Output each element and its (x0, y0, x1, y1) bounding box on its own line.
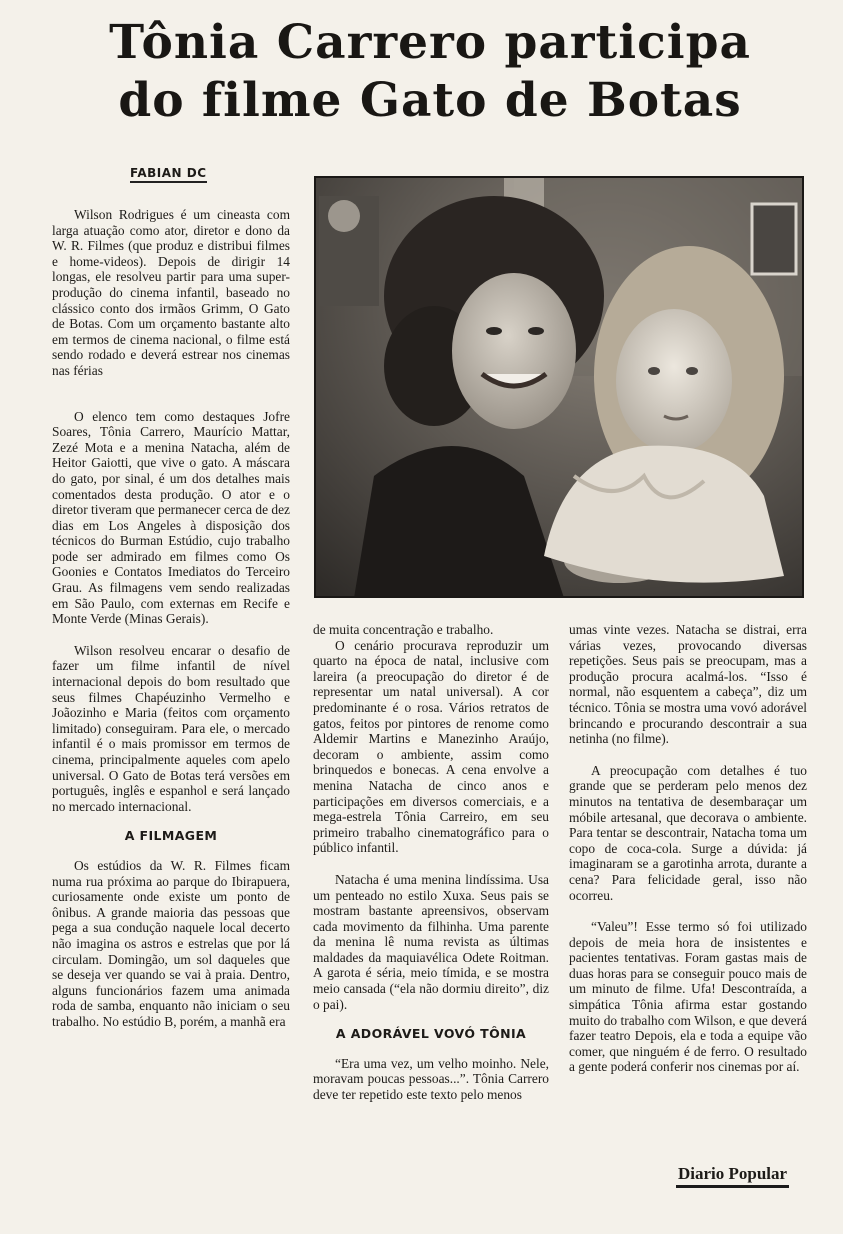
paragraph: Wilson Rodrigues é um cineasta com larga atuação como ator, diretor e dono da W. R. Filmes (que produz e distribui filmes e home-videos). Depois de dirigir 14 longas, ele resolveu partir para uma super-produção do cinema infantil, baseado no clássico conto dos irmãos Grimm, O Gato de Botas. Com um orçamento bastante alto em termos de cinema nacional, o filme está sendo rodado e deverá estrear nos cinemas nas férias (52, 207, 290, 378)
headline-line-2: do filme Gato de Botas (118, 73, 742, 128)
paragraph: Os estúdios da W. R. Filmes ficam numa rua próxima ao parque do Ibirapuera, curiosamente onde existe um ponto de ônibus. A grande maioria das pessoas que pega a sua condução naquele local decerto não imagina os astros e estrelas que por lá circulam. Domingão, um sol daqueles que se deseja ver quando se vai à praia. Dentro, alguns funcionários fazem uma animada roda de samba, enquanto não iniciam o seu trabalho. No estúdio B, porém, a manhã era (52, 857, 290, 1029)
paragraph: Natacha é uma menina lindíssima. Usa um penteado no estilo Xuxa. Seus pais se mostram bastante apreensivos, observam cada movimento da filhinha. Uma parente da menina lê numa revista as últimas maldades da maquiavélica Odete Roitman. A garota é séria, meio tímida, e se mostra meio cansada (“ela não dormiu direito”, diz o pai). (313, 871, 549, 1012)
paragraph: Wilson resolveu encarar o desafio de fazer um filme infantil de nível internacional depois do bom resultado que seus filmes Chapéuzinho Vermelho e Joãozinho e Maria (feitos com orçamento limitado) conseguiram. Para ele, o mercado infantil é o mais promissor em termos de cinema, principalmente aqueles com apelo universal. O Gato de Botas terá versões em português, inglês e espanhol e será lançado no mercado internacional. (52, 642, 290, 814)
article-photo (314, 176, 804, 598)
paragraph: umas vinte vezes. Natacha se distrai, erra várias vezes, provocando diversas repetições. Seus pais se preocupam, mas a produção procura acalmá-los. “Isso é normal, não esquentem a cabeça”, diz um técnico. Tônia se mostra uma vovó adorável brincando e procurando descontrair a sua netinha (no filme). (569, 622, 807, 747)
column-2 (313, 622, 549, 1103)
paragraph: “Era uma vez, um velho moinho. Nele, moravam poucas pessoas...”. Tônia Carrero deve ter repetido este texto pelo menos (313, 1055, 549, 1103)
column-3 (569, 622, 807, 1075)
paragraph: A preocupação com detalhes é tuo grande que se perderam pelo menos dez minutos na tentativa de desembaraçar um móbile artesanal, que decorava o ambiente. Para tentar se descontrair, Natacha toma um copo de coca-cola. Surge a dúvida: já imaginaram se a garotinha arrota, durante a cena? Para felicidade geral, isso não ocorreu. (569, 762, 807, 903)
byline: FABIAN DC (130, 166, 207, 183)
article-headline (70, 14, 790, 130)
paragraph: de muita concentração e trabalho. (313, 622, 494, 637)
paragraph: O cenário procurava reproduzir um quarto na época de natal, inclusive com lareira (a preocupação do diretor é de representar um natal universal). A cor predominante é o rosa. Vários retratos de gatos, feitos por pintores de renome como Aldemir Martins e Manezinho Araújo, decoram o ambiente, assim como brinquedos e bonecas. A cena envolve a menina Natacha de cinco anos e participações em diversos comerciais, e a mega-estrela Tônia Carreiro, em seu primeiro trabalho cinematográfico para o público infantil. (313, 637, 549, 856)
subheading: A ADORÁVEL VOVÓ TÔNIA (335, 1026, 527, 1042)
newspaper-signature: Diario Popular (676, 1164, 789, 1188)
paragraph: “Valeu”! Esse termo só foi utilizado depois de meia hora de insistentes e pacientes tentativas. Foram gastas mais de duas horas para se conseguir pouco mais de um minuto de filme. Ufa! Descontraída, a simpática Tônia afirma estar gostando muito do trabalho com Wilson, e que deverá fazer teatro Depois, ela e toda a equipe vão comer, que ninguém é de ferro. O resultado a gente poderá conferir nos cinemas por aí. (569, 919, 807, 1075)
column-1 (52, 207, 290, 1030)
headline-line-1: Tônia Carrero participa (109, 15, 751, 70)
photo-illustration (314, 176, 804, 598)
paragraph: O elenco tem como destaques Jofre Soares, Tônia Carrero, Maurício Mattar, Zezé Mota e a menina Natacha, além de Heitor Gaiotti, que vive o gato. A máscara do gato, por sinal, é um dos detalhes mais comentados desta produção. O ator e o diretor tiveram que permanecer cerca de dez dias em Los Angeles à disposição dos técnicos do Burman Estúdio, cujo trabalho pode ser admirado em filmes como Os Goonies e Contatos Imediatos do Terceiro Grau. As filmagens vem sendo realizadas em São Paulo, com externas em Recife e Monte Verde (Minas Gerais). (52, 408, 290, 627)
subheading: A FILMAGEM (124, 828, 218, 844)
